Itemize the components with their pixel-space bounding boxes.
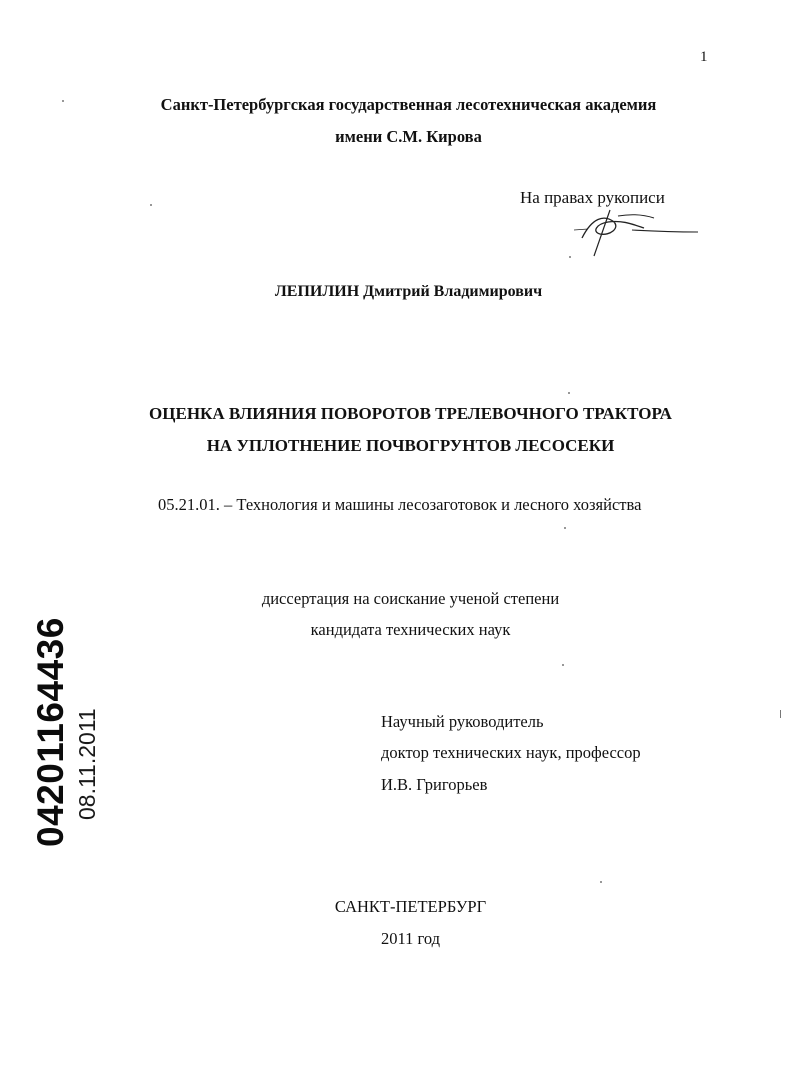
author-name: ЛЕПИЛИН Дмитрий Владимирович — [274, 283, 543, 300]
scan-speck — [780, 710, 781, 718]
scan-speck — [564, 527, 566, 529]
specialty-code: 05.21.01. – Технология и машины лесозаготовок и лесного хозяйства — [158, 495, 642, 514]
scan-speck — [569, 256, 571, 258]
dissertation-title-line-2: НА УПЛОТНЕНИЕ ПОЧВОГРУНТОВ ЛЕСОСЕКИ — [206, 436, 615, 455]
scan-speck — [62, 100, 64, 102]
scan-speck — [600, 881, 602, 883]
institution-line-2: имени С.М. Кирова — [335, 127, 482, 146]
supervisor-name: И.В. Григорьев — [381, 775, 488, 794]
city: САНКТ-ПЕТЕРБУРГ — [334, 897, 487, 916]
degree-line-2: кандидата технических наук — [310, 620, 511, 639]
scan-speck — [562, 664, 564, 666]
scan-speck — [568, 392, 570, 394]
signature-icon — [570, 200, 705, 260]
scan-speck — [150, 204, 152, 206]
degree-line-1: диссертация на соискание ученой степени — [261, 589, 560, 608]
supervisor-role: Научный руководитель — [381, 712, 544, 731]
stamp-code: 04201164436 — [30, 617, 71, 847]
manuscript-note: На правах рукописи — [520, 188, 665, 207]
year: 2011 год — [380, 929, 441, 948]
supervisor-title: доктор технических наук, профессор — [381, 743, 641, 762]
page-number: 1 — [700, 49, 708, 65]
dissertation-title-line-1: ОЦЕНКА ВЛИЯНИЯ ПОВОРОТОВ ТРЕЛЕВОЧНОГО ТРАКТОРА — [149, 404, 672, 423]
institution-line-1: Санкт-Петербургская государственная лесотехническая академия — [160, 95, 657, 114]
library-stamp — [18, 617, 100, 852]
stamp-date: 08.11.2011 — [74, 708, 100, 820]
